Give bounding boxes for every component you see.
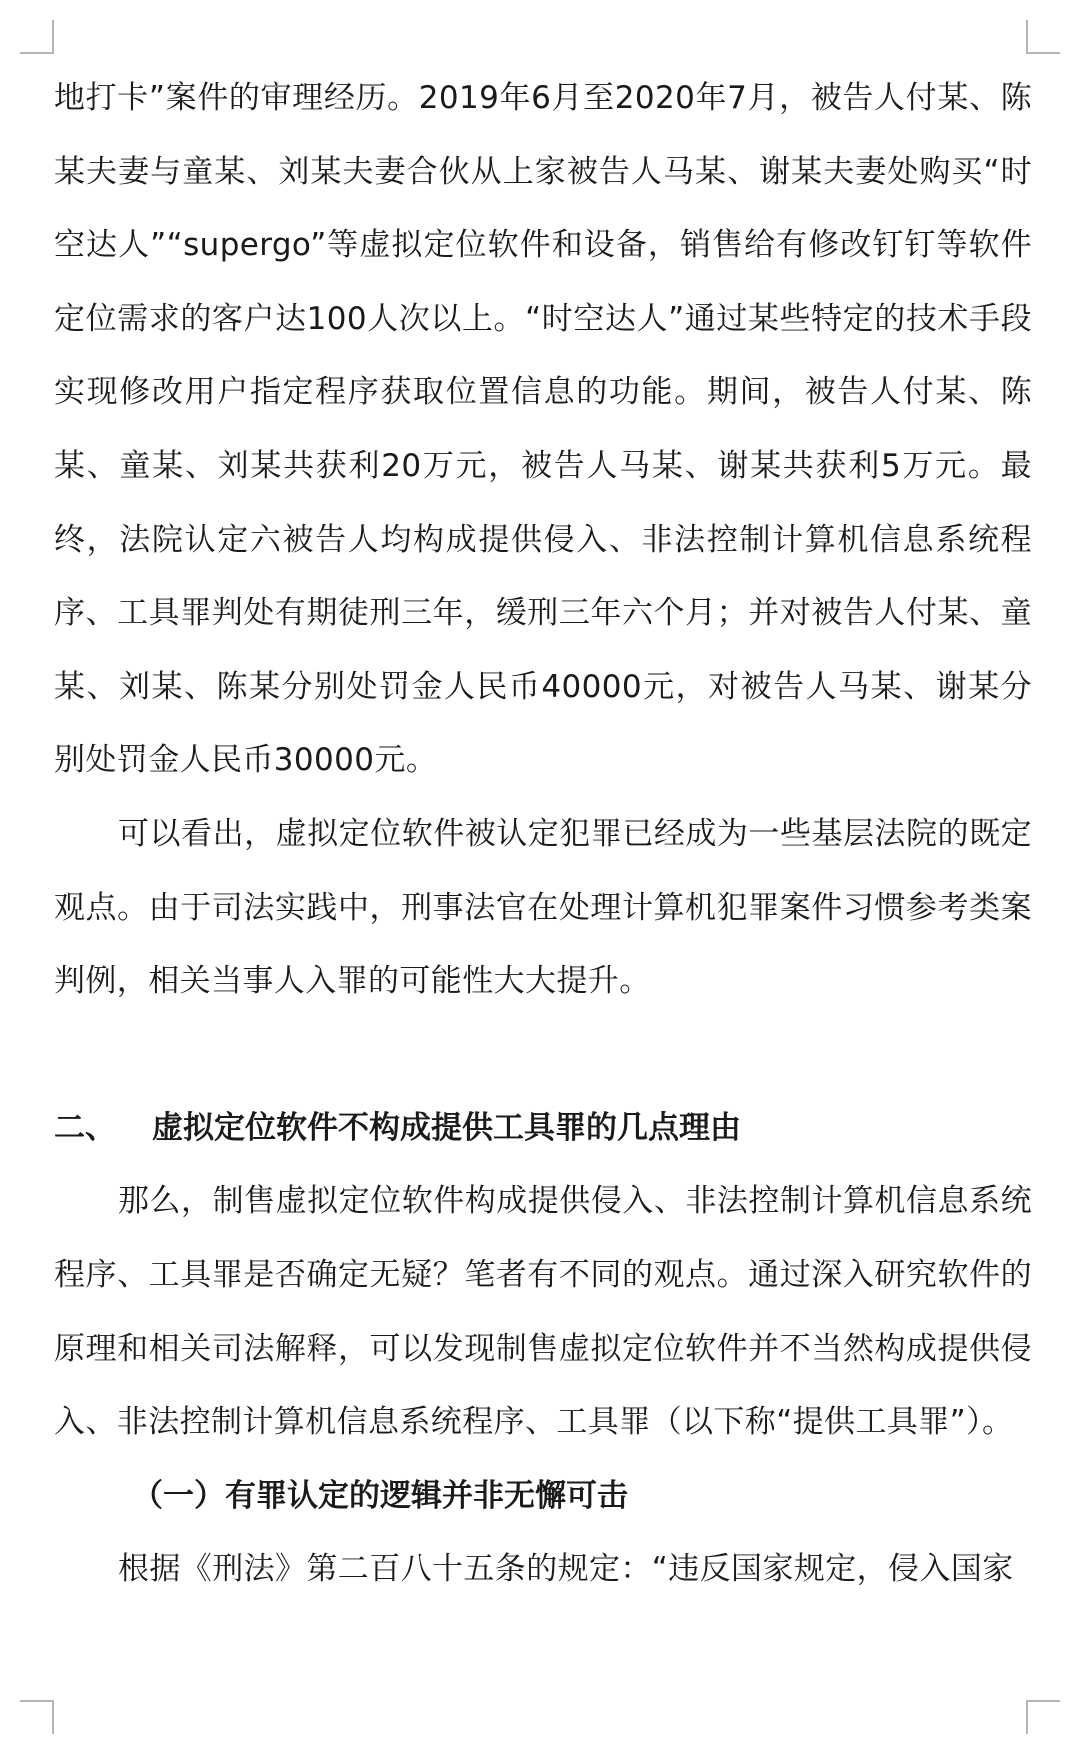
- crop-mark-bottom-right: [1026, 1700, 1060, 1734]
- section-heading: [54, 1092, 1032, 1166]
- section-title: 虚拟定位软件不构成提供工具罪的几点理由: [152, 1109, 741, 1146]
- paragraph-argument-intro: 那么，制售虚拟定位软件构成提供侵入、非法控制计算机信息系统程序、工具罪是否确定无疑？笔者有不同的观点。通过深入研究软件的原理和相关司法解释，可以发现制售虚拟定位软件并不当然构成提供侵入、非法控制计算机信息系统程序、工具罪（以下称“提供工具罪”）。: [54, 1183, 1032, 1441]
- section-spacer: [54, 1019, 1032, 1092]
- section-number: 二、: [54, 1109, 116, 1146]
- subsection-heading: （一）有罪认定的逻辑并非无懈可击: [132, 1477, 628, 1514]
- document-body: [54, 62, 1032, 1607]
- crop-mark-top-left: [20, 20, 54, 54]
- crop-mark-top-right: [1026, 20, 1060, 54]
- crop-mark-bottom-left: [20, 1700, 54, 1734]
- paragraph-conclusion: 可以看出，虚拟定位软件被认定犯罪已经成为一些基层法院的既定观点。由于司法实践中，刑事法官在处理计算机犯罪案件习惯参考类案判例，相关当事人入罪的可能性大大提升。: [54, 815, 1032, 1000]
- paragraph-criminal-law-quote: 根据《刑法》第二百八十五条的规定：“违反国家规定，侵入国家: [118, 1551, 1014, 1588]
- paragraph-case-description: 地打卡”案件的审理经历。2019年6月至2020年7月，被告人付某、陈某夫妻与童某、刘某夫妻合伙从上家被告人马某、谢某夫妻处购买“时空达人”“supergo”等虚拟定位软件和设备，销售给有修改钉钉等软件定位需求的客户达100人次以上。“时空达人”通过某些特定的技术手段实现修改用户指定程序获取位置信息的功能。期间，被告人付某、陈某、童某、刘某共获利20万元，被告人马某、谢某共获利5万元。最终，法院认定六被告人均构成提供侵入、非法控制计算机信息系统程序、工具罪判处有期徒刑三年，缓刑三年六个月；并对被告人付某、童某、刘某、陈某分别处罚金人民币40000元，对被告人马某、谢某分别处罚金人民币30000元。: [54, 80, 1032, 779]
